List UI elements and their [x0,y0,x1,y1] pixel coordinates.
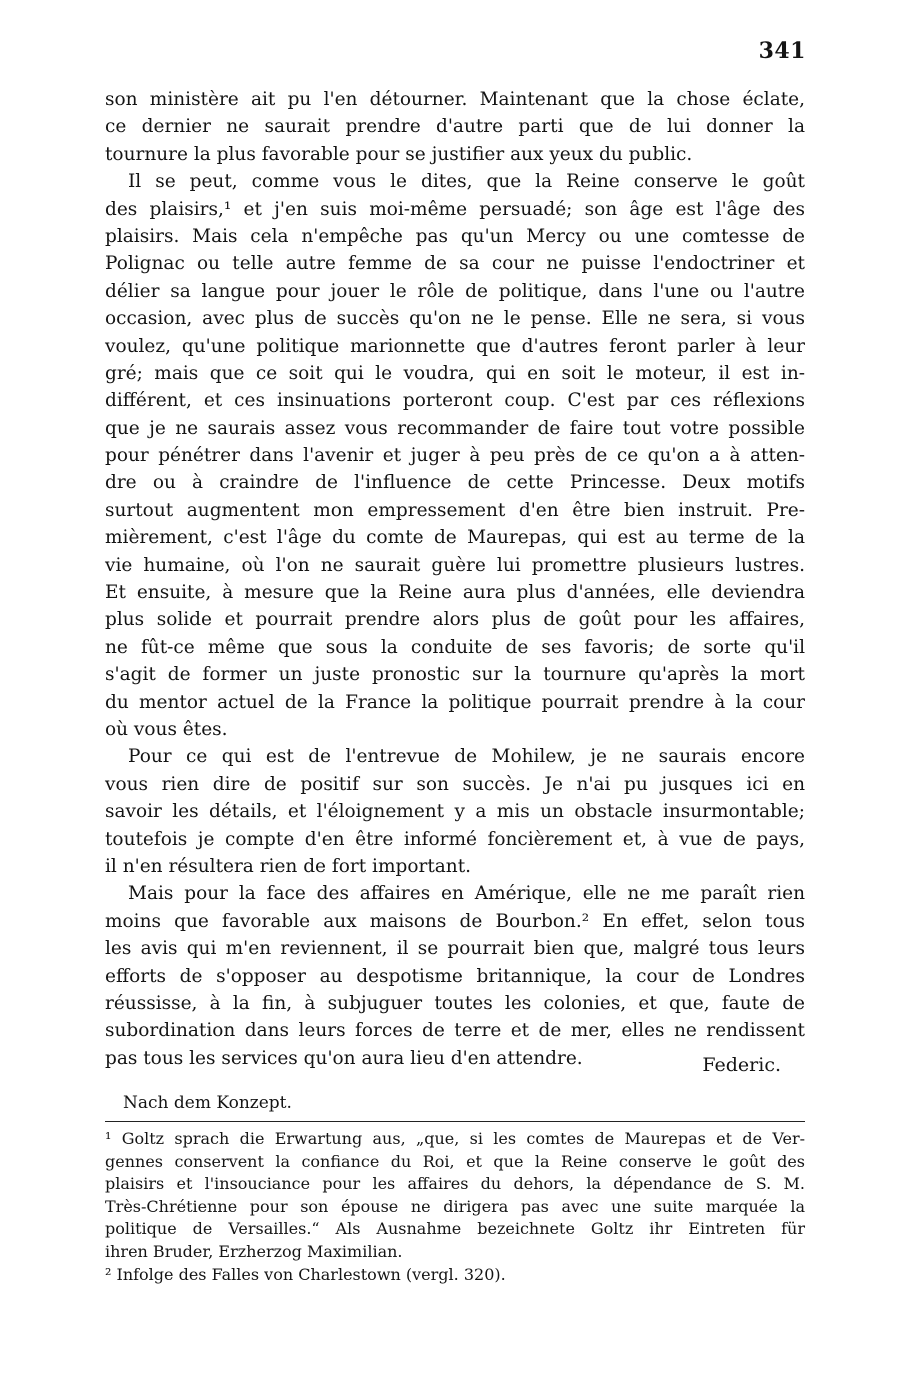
text-line: ce dernier ne saurait prendre d'autre parti que de lui donner la [105,116,805,138]
text-line: toutefois je compte d'en être informé foncièrement et, à vue de pays, [105,828,805,850]
text-line: tournure la plus favorable pour se justifier aux yeux du public. [105,143,693,165]
footnote-line: politique de Versailles.“ Als Ausnahme bezeichnete Goltz ihr Eintreten für [105,1219,805,1239]
text-line: s'agit de former un juste pronostic sur la tournure qu'après la mort [105,664,805,686]
text-line: réussisse, à la fin, à subjuguer toutes les colonies, et que, faute de [105,992,805,1014]
text-line: subordination dans leurs forces de terre et de mer, elles ne rendissent [105,1020,805,1042]
text-line: pas tous les services qu'on aura lieu d'en attendre. [105,1047,583,1069]
text-line: plaisirs. Mais cela n'empêche pas qu'un Mercy ou une comtesse de [105,225,805,247]
text-line: Polignac ou telle autre femme de sa cour ne puisse l'endoctriner et [105,253,805,275]
text-line: plus solide et pourrait prendre alors plus de goût pour les affaires, [105,609,805,631]
text-line: que je ne saurais assez vous recommander de faire tout votre possible [105,417,805,439]
signature: Federic. [702,1053,781,1076]
text-line: différent, et ces insinuations porteront coup. C'est par ces réflexions [105,390,805,412]
footnote-divider [105,1121,805,1122]
text-line: surtout augmentent mon empressement d'en être bien instruit. Pre- [105,499,805,521]
text-line: délier sa langue pour jouer le rôle de politique, dans l'une ou l'autre [105,280,805,302]
page-number: 341 [758,38,806,64]
paragraph-2 [105,168,805,743]
text-line: son ministère ait pu l'en détourner. Maintenant que la chose éclate, [105,89,805,110]
footnote-line: Très-Chrétienne pour son épouse ne dirigera pas avec une suite marquée la [105,1196,805,1216]
text-line: du mentor actuel de la France la politique pourrait prendre à la cour [105,691,805,713]
text-line: Et ensuite, à mesure que la Reine aura plus d'années, elle deviendra [105,582,805,604]
text-line: vie humaine, où l'on ne saurait guère lui promettre plusieurs lustres. [105,554,805,576]
text-line: savoir les détails, et l'éloignement y a mis un obstacle insurmontable; [105,801,805,823]
text-line-with-signature [105,1045,805,1076]
text-line: occasion, avec plus de succès qu'on ne le pense. Elle ne sera, si vous [105,308,805,330]
footnotes [105,1128,805,1286]
text-line: dre ou à craindre de l'influence de cette Princesse. Deux motifs [105,472,805,494]
text-line: mièrement, c'est l'âge du comte de Maurepas, qui est au terme de la [105,527,805,549]
footnote-1 [105,1128,805,1264]
footnote-line: plaisirs et l'insouciance pour les affaires du dehors, la dépendance de S. M. [105,1174,805,1194]
text-line: les avis qui m'en reviennent, il se pourrait bien que, malgré tous leurs [105,938,805,960]
footnote-line: ² Infolge des Falles von Charlestown (vergl. 320). [105,1264,506,1284]
text-line: où vous êtes. [105,718,228,740]
footnote-line: ¹ Goltz sprach die Erwartung aus, „que, si les comtes de Maurepas et de Ver- [105,1129,805,1148]
text-line: des plaisirs,¹ et j'en suis moi-même persuadé; son âge est l'âge des [105,198,805,220]
text-line: efforts de s'opposer au despotisme britannique, la cour de Londres [105,965,805,987]
text-line: Il se peut, comme vous le dites, que la Reine conserve le goût [128,171,805,193]
text-line: voulez, qu'une politique marionnette que d'autres feront parler à leur [105,335,805,357]
text-line: moins que favorable aux maisons de Bourbon.² En effet, selon tous [105,910,805,932]
text-line: gré; mais que ce soit qui le voudra, qui en soit le moteur, il est in- [105,362,805,384]
text-line: il n'en résultera rien de fort important. [105,855,472,877]
paragraph-4 [105,880,805,1076]
text-line: vous rien dire de positif sur son succès. Je n'ai pu jusques ici en [105,773,805,795]
text-line: ne fût-ce même que sous la conduite de ses favoris; de sorte qu'il [105,636,805,658]
paragraph-1 [105,86,805,168]
footnote-line: ihren Bruder, Erzherzog Maximilian. [105,1241,403,1261]
source-note: Nach dem Konzept. [123,1093,292,1113]
paragraph-3 [105,743,805,880]
footnote-2 [105,1264,805,1287]
footnote-line: gennes conservent la confiance du Roi, et que la Reine conserve le goût des [105,1151,805,1171]
body-text [105,86,805,1076]
text-line: Mais pour la face des affaires en Amérique, elle ne me paraît rien [128,883,805,905]
text-line: pour pénétrer dans l'avenir et juger à peu près de ce qu'on a à atten- [105,445,805,467]
text-line: Pour ce qui est de l'entrevue de Mohilew, je ne saurais encore [128,746,805,768]
